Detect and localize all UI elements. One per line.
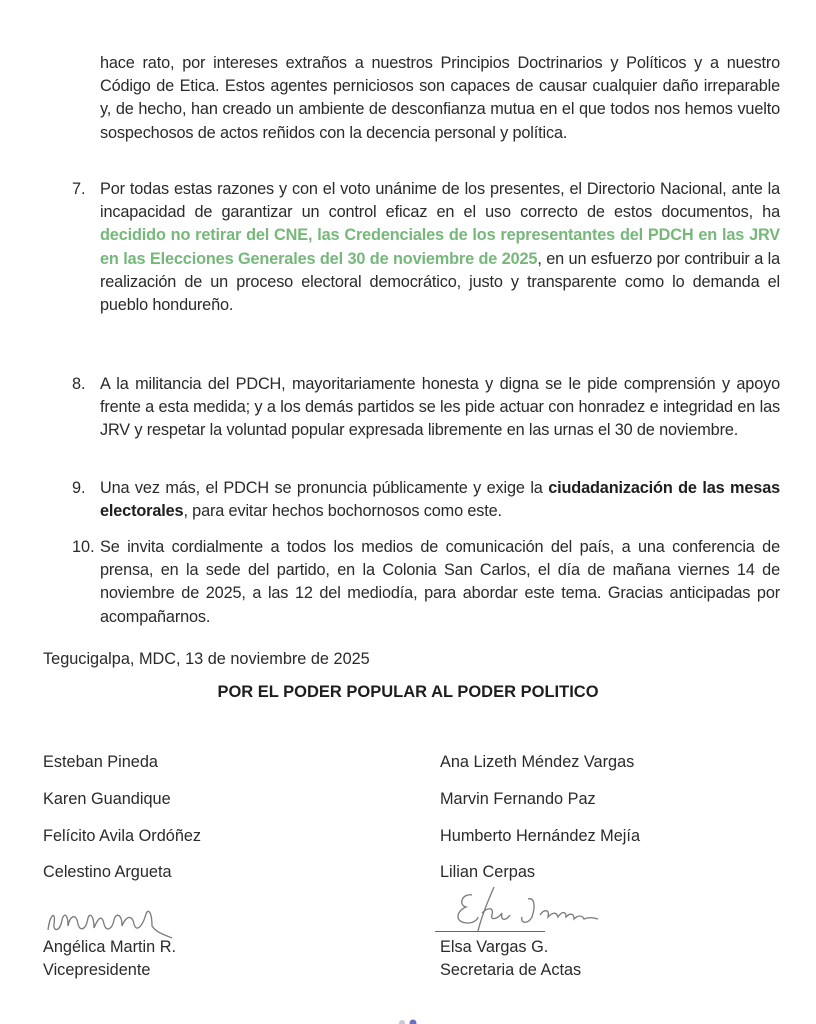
item-body: Se invita cordialmente a todos los medios de comunicación del país, a una conferencia de prensa, en la sede del partido, en la Colonia San Carlos, el día de mañana viernes 14 de noviembre de 2025, a las 12 del mediodía, para abordar este tema. Gracias anticipadas por acompañarnos. (100, 538, 780, 626)
highlighted-decision: decidido no retirar del CNE, las Credenciales de los representantes del PDCH en las JRV en las Elecciones Generales del 30 de noviembre de 2025 (100, 226, 780, 268)
signatory-name: Marvin Fernando Paz (440, 790, 596, 808)
item-body (100, 477, 780, 523)
signed-name-right: Elsa Vargas G. (440, 938, 549, 956)
item-text: , para evitar hechos bochornosos como este. (183, 502, 502, 521)
item-text: Una vez más, el PDCH se pronuncia públicamente y exige la (100, 479, 549, 497)
signed-title-right: Secretaria de Actas (440, 961, 582, 979)
page-mark-icon (396, 1016, 420, 1024)
signatory-name: Celestino Argueta (43, 863, 172, 881)
list-item-8 (72, 373, 780, 443)
list-item-7 (72, 178, 780, 317)
signatory-name: Karen Guandique (43, 790, 171, 808)
signatory-name: Lilian Cerpas (440, 863, 536, 881)
item-body (100, 178, 780, 317)
signed-title-left: Vicepresidente (43, 961, 151, 979)
motto: POR EL PODER POPULAR AL PODER POLITICO (217, 683, 599, 701)
signatory-name: Esteban Pineda (43, 753, 158, 771)
signature-line (435, 931, 545, 932)
signatory-name: Felícito Avila Ordóñez (43, 827, 202, 845)
item-text: Por todas estas razones y con el voto unánime de los presentes, el Directorio Nacional, ante la incapacidad de garantizar un control eficaz en el uso correcto de estos documentos, ha (100, 180, 780, 222)
signatory-name: Humberto Hernández Mejía (440, 827, 640, 845)
signature-left-icon (42, 904, 182, 940)
list-item-10 (72, 536, 780, 629)
item-text: , en un esfuerzo por contribuir a la realización de un proceso electoral democrático, justo y transparente como lo demanda el pueblo hondureño. (100, 249, 780, 315)
item-number: 9. (72, 479, 86, 497)
signatory-name: Ana Lizeth Méndez Vargas (440, 753, 635, 771)
signed-name-left: Angélica Martin R. (43, 938, 177, 956)
item-number: 7. (72, 180, 86, 198)
list-item-9 (72, 477, 780, 523)
signature-right-icon (448, 885, 608, 933)
intro-paragraph: hace rato, por intereses extraños a nuestros Principios Doctrinarios y Políticos y a nuestro Código de Etica. Estos agentes perniciosos son capaces de causar cualquier daño irreparable y, de hecho, han creado un ambiente de desconfianza mutua en el que todos nos hemos vuelto sospechosos de actos reñidos con la decencia personal y política. (100, 54, 780, 142)
item-number: 10. (72, 538, 95, 556)
place-date: Tegucigalpa, MDC, 13 de noviembre de 2025 (43, 650, 370, 668)
item-body: A la militancia del PDCH, mayoritariamente honesta y digna se le pide comprensión y apoyo frente a esta medida; y a los demás partidos se les pide actuar con honradez e integridad en las JRV y respetar la voluntad popular expresada libremente en las urnas el 30 de noviembre. (100, 375, 780, 440)
item-number: 8. (72, 375, 86, 393)
bold-demand: ciudadanización de las mesas electorales (100, 479, 781, 521)
